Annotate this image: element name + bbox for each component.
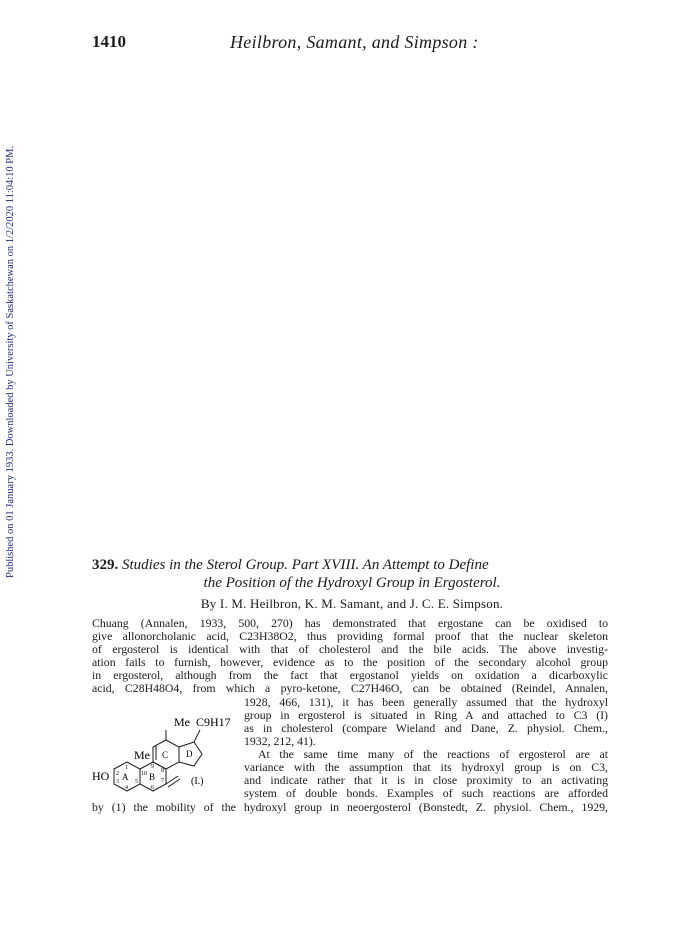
atom-number-9: 9 bbox=[151, 764, 154, 770]
body-line-3: of ergosterol is identical with that of cholesterol and the bile acids. The above investig- bbox=[92, 642, 608, 656]
body-line-5: in ergosterol, although from the fact that ergostanol yields on oxidation a dicarboxylic bbox=[92, 668, 608, 682]
body-line-4: ation fails to furnish, however, evidence as to the position of the secondary alcohol group bbox=[92, 655, 608, 669]
page-number: 1410 bbox=[92, 32, 126, 51]
atom-number-2: 2 bbox=[116, 771, 119, 777]
atom-number-10: 10 bbox=[141, 771, 147, 777]
structure-label: (I.) bbox=[191, 776, 204, 787]
publication-side-note: Published on 01 January 1933. Downloaded by University of Saskatchewan on 1/2/2020 11:04:10 PM. bbox=[5, 145, 16, 578]
side-chain-label: C9H17 bbox=[196, 715, 231, 729]
body-line-8: group in ergosterol is situated in Ring A and attached to C3 (I) bbox=[244, 708, 608, 722]
body-line-14: system of double bonds. Examples of such reactions are afforded bbox=[244, 786, 608, 800]
article-title-line1: Studies in the Sterol Group. Part XVIII. An Attempt to Define bbox=[122, 557, 489, 573]
body-line-9: as in cholesterol (compare Wieland and Dane, Z. physiol. Chem., bbox=[244, 721, 608, 735]
body-line-6: acid, C28H48O4, from which a pyro-ketone, C27H46O, can be obtained (Reindel, Annalen, bbox=[92, 681, 608, 695]
hydroxyl-label: HO bbox=[92, 769, 110, 783]
methyl-label-left: Me bbox=[134, 748, 150, 762]
side-chain-bond bbox=[194, 730, 200, 742]
atom-number-1: 1 bbox=[125, 765, 128, 771]
ring-a-label: A bbox=[122, 772, 129, 782]
double-bond-a bbox=[166, 776, 178, 784]
ergosterol-structure-diagram bbox=[92, 712, 242, 822]
atom-number-6: 6 bbox=[151, 785, 154, 791]
body-line-7: 1928, 466, 131), it has been generally assumed that the hydroxyl bbox=[244, 695, 608, 709]
ring-b-label: B bbox=[149, 772, 156, 782]
atom-number-8: 8 bbox=[161, 768, 164, 774]
atom-number-4: 4 bbox=[125, 785, 128, 791]
article-byline: By I. M. Heilbron, K. M. Samant, and J. C. E. Simpson. bbox=[200, 596, 504, 611]
body-line-13: and indicate rather that it is in close proximity to an activating bbox=[244, 773, 608, 787]
atom-number-3: 3 bbox=[116, 779, 119, 785]
ring-c-label: C bbox=[162, 750, 169, 760]
article-title bbox=[92, 556, 612, 574]
article-number: 329. bbox=[92, 557, 119, 573]
double-bond-b bbox=[168, 779, 180, 787]
body-line-10: 1932, 212, 41). bbox=[244, 734, 316, 748]
body-line-15: by (1) the mobility of the hydroxyl group in neoergosterol (Bonstedt, Z. physiol. Chem., 1929, bbox=[92, 800, 608, 814]
running-head: Heilbron, Samant, and Simpson : bbox=[230, 32, 479, 52]
methyl-label-top: Me bbox=[174, 715, 190, 729]
atom-number-7: 7 bbox=[161, 778, 164, 784]
body-line-2: give allonorcholanic acid, C23H38O2, thus providing formal proof that the nuclear skeleton bbox=[92, 629, 608, 643]
body-line-12: variance with the assumption that its hydroxyl group is on C3, bbox=[244, 760, 608, 774]
body-line-1: Chuang (Annalen, 1933, 500, 270) has demonstrated that ergostane can be oxidised to bbox=[92, 616, 608, 630]
ring-d-label: D bbox=[186, 749, 193, 759]
atom-number-5: 5 bbox=[135, 779, 138, 785]
body-line-11: At the same time many of the reactions of ergosterol are at bbox=[258, 747, 608, 761]
article-title-line2: the Position of the Hydroxyl Group in Ergosterol. bbox=[203, 575, 501, 591]
